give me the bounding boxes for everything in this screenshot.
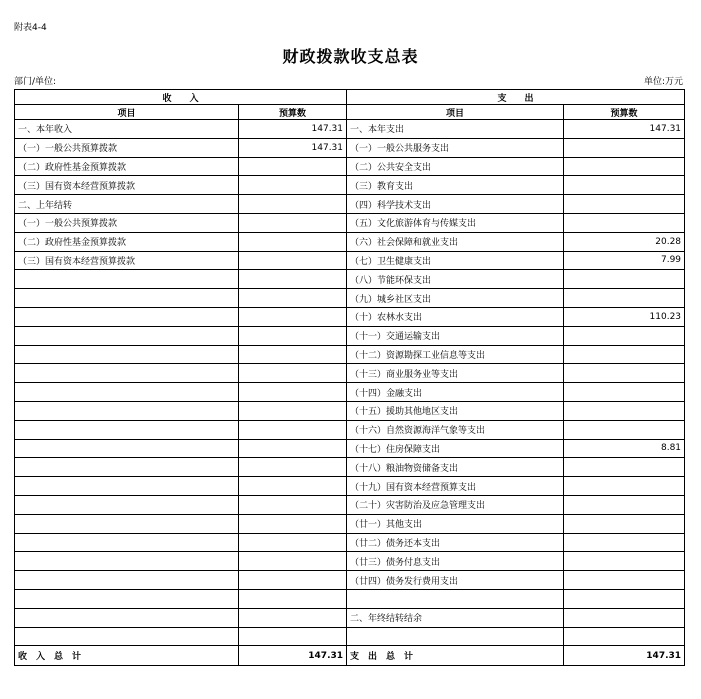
expense-amount-cell	[564, 157, 685, 176]
expense-amount-cell	[564, 195, 685, 214]
budget-summary-table	[14, 89, 685, 666]
expense-amount-cell	[564, 364, 685, 383]
table-row	[15, 213, 685, 232]
income-amount-cell: 147.31	[239, 120, 347, 139]
income-item-cell	[15, 533, 239, 552]
table-row	[15, 571, 685, 590]
income-item-cell	[15, 401, 239, 420]
income-item-cell: 一、本年收入	[15, 120, 239, 139]
income-amount-cell	[239, 589, 347, 608]
table-row	[15, 589, 685, 608]
appendix-number: 附表4-4	[14, 23, 47, 33]
table-row	[15, 345, 685, 364]
expense-amount-cell	[564, 533, 685, 552]
expense-amount-cell	[564, 326, 685, 345]
table-row	[15, 420, 685, 439]
income-amount-cell	[239, 627, 347, 646]
expense-item-cell	[347, 627, 564, 646]
income-amount-cell	[239, 251, 347, 270]
expense-amount-cell: 147.31	[564, 120, 685, 139]
expense-item-cell: （十五）援助其他地区支出	[347, 401, 564, 420]
expense-item-cell	[347, 589, 564, 608]
income-item-cell	[15, 383, 239, 402]
expense-amount-cell	[564, 401, 685, 420]
table-row	[15, 627, 685, 646]
income-item-cell	[15, 495, 239, 514]
expense-item-cell: （七）卫生健康支出	[347, 251, 564, 270]
income-amount-cell	[239, 364, 347, 383]
expense-budget-header: 预算数	[564, 105, 685, 120]
expense-item-cell: （二十）灾害防治及应急管理支出	[347, 495, 564, 514]
income-item-cell	[15, 364, 239, 383]
income-amount-cell	[239, 458, 347, 477]
expense-amount-cell	[564, 552, 685, 571]
income-section-header: 收 入	[15, 90, 347, 105]
expense-item-cell: （廿三）债务付息支出	[347, 552, 564, 571]
table-row	[15, 232, 685, 251]
income-item-cell: （一）一般公共预算拨款	[15, 213, 239, 232]
income-amount-cell	[239, 232, 347, 251]
table-row	[15, 120, 685, 139]
income-item-cell	[15, 608, 239, 627]
page-title: 财政拨款收支总表	[282, 47, 419, 66]
income-amount-cell	[239, 514, 347, 533]
income-item-cell: （二）政府性基金预算拨款	[15, 157, 239, 176]
income-item-cell	[15, 589, 239, 608]
income-amount-cell	[239, 495, 347, 514]
income-amount-cell	[239, 401, 347, 420]
expense-item-cell: （廿四）债务发行费用支出	[347, 571, 564, 590]
table-row	[15, 495, 685, 514]
expense-total-amount: 147.31	[564, 646, 685, 666]
table-row	[15, 552, 685, 571]
income-amount-cell	[239, 157, 347, 176]
table-row	[15, 289, 685, 308]
expense-item-cell: （五）文化旅游体育与传媒支出	[347, 213, 564, 232]
unit-label: 单位:万元	[643, 77, 683, 87]
table-row	[15, 251, 685, 270]
income-item-cell	[15, 552, 239, 571]
expense-amount-cell: 7.99	[564, 251, 685, 270]
expense-item-cell: （十）农林水支出	[347, 307, 564, 326]
table-row	[15, 195, 685, 214]
income-item-cell	[15, 571, 239, 590]
income-item-cell: （三）国有资本经营预算拨款	[15, 176, 239, 195]
table-row	[15, 514, 685, 533]
expense-amount-cell	[564, 345, 685, 364]
table-row	[15, 176, 685, 195]
expense-item-cell: （十二）资源勘探工业信息等支出	[347, 345, 564, 364]
expense-item-cell: 二、年终结转结余	[347, 608, 564, 627]
expense-amount-cell	[564, 608, 685, 627]
income-amount-cell	[239, 552, 347, 571]
expense-item-cell: （一）一般公共服务支出	[347, 138, 564, 157]
income-amount-cell	[239, 477, 347, 496]
income-amount-cell	[239, 213, 347, 232]
income-item-cell	[15, 326, 239, 345]
expense-amount-cell	[564, 495, 685, 514]
income-amount-cell: 147.31	[239, 138, 347, 157]
income-item-cell: （三）国有资本经营预算拨款	[15, 251, 239, 270]
expense-item-cell: （廿一）其他支出	[347, 514, 564, 533]
expense-amount-cell	[564, 589, 685, 608]
expense-amount-cell	[564, 458, 685, 477]
expense-item-cell: （十八）粮油物资储备支出	[347, 458, 564, 477]
expense-item-cell: （廿二）债务还本支出	[347, 533, 564, 552]
expense-amount-cell	[564, 514, 685, 533]
income-amount-cell	[239, 439, 347, 458]
table-row	[15, 533, 685, 552]
income-item-cell: 二、上年结转	[15, 195, 239, 214]
expense-item-cell: （十四）金融支出	[347, 383, 564, 402]
department-label: 部门/单位:	[14, 77, 57, 87]
income-amount-cell	[239, 571, 347, 590]
table-body	[15, 90, 685, 666]
table-row	[15, 458, 685, 477]
income-amount-cell	[239, 533, 347, 552]
income-item-cell	[15, 270, 239, 289]
expense-amount-cell	[564, 571, 685, 590]
expense-amount-cell	[564, 420, 685, 439]
expense-item-cell: （十六）自然资源海洋气象等支出	[347, 420, 564, 439]
income-item-cell	[15, 458, 239, 477]
expense-item-cell: （十一）交通运输支出	[347, 326, 564, 345]
expense-amount-cell	[564, 477, 685, 496]
income-total-label: 收 入 总 计	[15, 646, 239, 666]
expense-item-cell: （十七）住房保障支出	[347, 439, 564, 458]
income-amount-cell	[239, 326, 347, 345]
expense-amount-cell	[564, 176, 685, 195]
expense-amount-cell	[564, 289, 685, 308]
expense-item-cell: （二）公共安全支出	[347, 157, 564, 176]
income-amount-cell	[239, 270, 347, 289]
expense-amount-cell	[564, 138, 685, 157]
table-row	[15, 477, 685, 496]
expense-item-cell: 一、本年支出	[347, 120, 564, 139]
totals-row	[15, 646, 685, 666]
expense-amount-cell	[564, 213, 685, 232]
table-row	[15, 383, 685, 402]
table-row	[15, 401, 685, 420]
expense-item-cell: （十三）商业服务业等支出	[347, 364, 564, 383]
expense-item-header: 项目	[347, 105, 564, 120]
expense-item-cell: （四）科学技术支出	[347, 195, 564, 214]
income-item-cell	[15, 289, 239, 308]
income-amount-cell	[239, 608, 347, 627]
income-item-cell	[15, 439, 239, 458]
expense-item-cell: （九）城乡社区支出	[347, 289, 564, 308]
income-item-cell	[15, 477, 239, 496]
expense-amount-cell	[564, 270, 685, 289]
expense-amount-cell: 8.81	[564, 439, 685, 458]
table-row	[15, 608, 685, 627]
table-row	[15, 364, 685, 383]
income-item-cell	[15, 307, 239, 326]
expense-section-header: 支 出	[347, 90, 685, 105]
income-item-cell	[15, 627, 239, 646]
expense-item-cell: （八）节能环保支出	[347, 270, 564, 289]
income-amount-cell	[239, 420, 347, 439]
table-row	[15, 270, 685, 289]
expense-amount-cell: 110.23	[564, 307, 685, 326]
income-item-header: 项目	[15, 105, 239, 120]
income-total-amount: 147.31	[239, 646, 347, 666]
income-amount-cell	[239, 307, 347, 326]
table-row	[15, 138, 685, 157]
income-budget-header: 预算数	[239, 105, 347, 120]
expense-item-cell: （六）社会保障和就业支出	[347, 232, 564, 251]
income-amount-cell	[239, 345, 347, 364]
expense-item-cell: （十九）国有资本经营预算支出	[347, 477, 564, 496]
expense-amount-cell: 20.28	[564, 232, 685, 251]
income-item-cell: （二）政府性基金预算拨款	[15, 232, 239, 251]
expense-item-cell: （三）教育支出	[347, 176, 564, 195]
section-header-row	[15, 90, 685, 105]
income-amount-cell	[239, 289, 347, 308]
table-row	[15, 307, 685, 326]
income-item-cell: （一）一般公共预算拨款	[15, 138, 239, 157]
income-item-cell	[15, 345, 239, 364]
column-header-row	[15, 105, 685, 120]
table-row	[15, 157, 685, 176]
table-row	[15, 326, 685, 345]
expense-total-label: 支 出 总 计	[347, 646, 564, 666]
income-amount-cell	[239, 383, 347, 402]
expense-amount-cell	[564, 383, 685, 402]
expense-amount-cell	[564, 627, 685, 646]
income-amount-cell	[239, 195, 347, 214]
income-item-cell	[15, 514, 239, 533]
income-item-cell	[15, 420, 239, 439]
table-row	[15, 439, 685, 458]
income-amount-cell	[239, 176, 347, 195]
